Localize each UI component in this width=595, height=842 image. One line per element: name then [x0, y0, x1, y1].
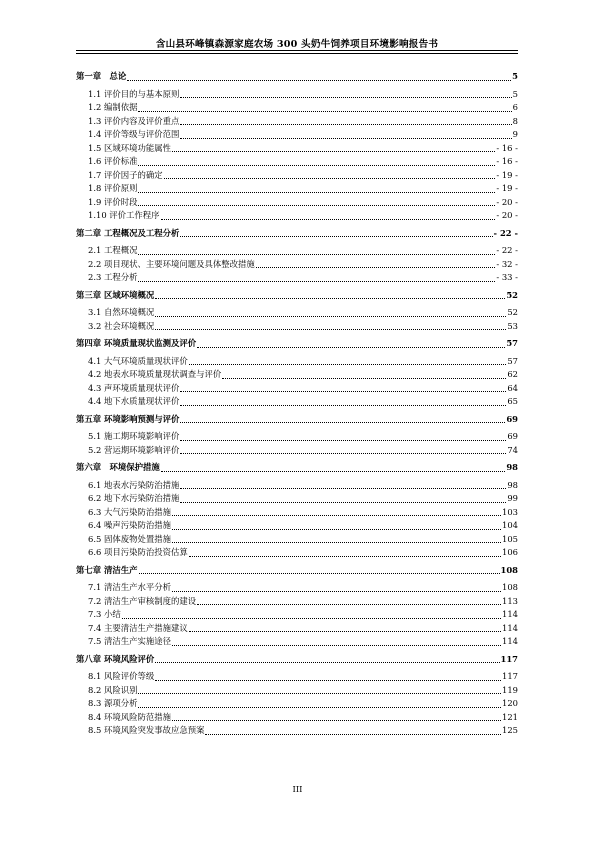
chapter-title: 第二章 工程概况及工程分析 — [76, 227, 180, 238]
section-title: 6.5 固体废物处置措施 — [88, 533, 171, 544]
toc-section-entry[interactable] — [76, 101, 518, 115]
toc-section-entry[interactable] — [76, 196, 518, 210]
page-ref: 62 — [507, 369, 518, 379]
dot-leader — [172, 151, 495, 152]
dot-leader — [172, 542, 501, 543]
dot-leader — [180, 97, 511, 98]
page-ref: 108 — [502, 582, 518, 592]
toc-section-entry[interactable] — [76, 724, 518, 738]
page-ref: 98 — [507, 479, 518, 490]
toc-section-entry[interactable] — [76, 635, 518, 649]
toc-section-entry[interactable] — [76, 430, 518, 444]
toc-section-entry[interactable] — [76, 320, 518, 334]
chapter-title: 第四章 环境质量现状监测及评价 — [76, 338, 197, 348]
dot-leader — [127, 80, 511, 81]
page-ref: 106 — [502, 547, 518, 557]
page-ref: 119 — [502, 684, 518, 695]
toc-section-entry[interactable] — [76, 711, 518, 725]
page-ref: 74 — [507, 444, 518, 455]
toc-section-entry[interactable] — [76, 244, 518, 258]
section-title: 2.1 工程概况 — [88, 245, 138, 255]
page-ref: 52 — [507, 307, 518, 317]
section-title: 7.5 清洁生产实施途径 — [88, 636, 171, 646]
toc-section-entry[interactable] — [76, 368, 518, 382]
section-title: 1.1 评价目的与基本原则 — [88, 88, 180, 99]
toc-section-entry[interactable] — [76, 88, 518, 102]
chapter-title: 第八章 环境风险评价 — [76, 653, 155, 664]
toc-section-entry[interactable] — [76, 546, 518, 560]
page-ref: - 20 - — [496, 196, 518, 207]
dot-leader — [180, 391, 506, 392]
dot-leader — [172, 645, 501, 646]
page-ref: - 16 - — [496, 156, 518, 166]
dot-leader — [155, 329, 506, 330]
page-ref: 9 — [512, 129, 518, 139]
page-ref: 103 — [502, 506, 518, 517]
page-ref: 52 — [506, 289, 518, 300]
dot-leader — [138, 205, 495, 206]
dot-leader — [138, 192, 495, 193]
section-title: 1.5 区域环境功能属性 — [88, 142, 171, 153]
section-title: 6.6 项目污染防治投资估算 — [88, 547, 188, 557]
page-number: III — [292, 784, 303, 794]
toc-section-entry[interactable] — [76, 595, 518, 609]
page-ref: 64 — [507, 382, 518, 393]
toc-section-entry[interactable] — [76, 306, 518, 320]
dot-leader — [180, 236, 492, 237]
section-title: 8.3 源项分析 — [88, 698, 138, 708]
toc-chapter-entry[interactable] — [76, 289, 518, 303]
section-title: 1.4 评价等级与评价范围 — [88, 129, 180, 139]
section-title: 5.2 营运期环境影响评价 — [88, 444, 180, 455]
page-ref: - 16 - — [496, 142, 518, 153]
dot-leader — [155, 316, 506, 317]
page-ref: 53 — [507, 320, 518, 331]
toc-chapter-block — [76, 413, 518, 458]
header-rule-thin — [76, 53, 518, 54]
dot-leader — [197, 347, 505, 348]
page-ref: 6 — [512, 102, 518, 112]
dot-leader — [138, 111, 511, 112]
toc-chapter-entry[interactable] — [76, 461, 518, 475]
toc-section-entry[interactable] — [76, 581, 518, 595]
page-ref: 120 — [502, 698, 518, 708]
dot-leader — [189, 364, 507, 365]
dot-leader — [138, 693, 501, 694]
page-ref: - 20 - — [496, 210, 518, 220]
section-title: 1.9 评价时段 — [88, 196, 138, 207]
toc-section-entry[interactable] — [76, 258, 518, 272]
toc-section-entry[interactable] — [76, 697, 518, 711]
page-ref: - 19 - — [496, 169, 518, 180]
page-ref: 108 — [500, 564, 518, 575]
toc-section-entry[interactable] — [76, 608, 518, 622]
dot-leader — [155, 662, 499, 663]
section-title: 6.4 噪声污染防治措施 — [88, 520, 171, 530]
section-title: 3.2 社会环境概况 — [88, 320, 155, 331]
toc-chapter-entry[interactable] — [76, 337, 518, 351]
toc-section-entry[interactable] — [76, 670, 518, 684]
chapter-title: 第六章 环境保护措施 — [76, 462, 160, 472]
toc-chapter-block — [76, 461, 518, 560]
dot-leader — [172, 591, 501, 592]
dot-leader — [138, 707, 501, 708]
dot-leader — [161, 471, 506, 472]
page-ref: 98 — [506, 462, 518, 472]
section-title: 6.3 大气污染防治措施 — [88, 506, 171, 517]
section-title: 4.4 地下水质量现状评价 — [88, 396, 180, 406]
page-ref: - 32 - — [496, 258, 518, 269]
toc-section-entry[interactable] — [76, 684, 518, 698]
page-ref: 65 — [507, 396, 518, 406]
section-title: 4.3 声环境质量现状评价 — [88, 382, 180, 393]
section-title: 1.10 评价工作程序 — [88, 210, 160, 220]
section-title: 7.3 小结 — [88, 609, 121, 619]
section-title: 1.2 编制依据 — [88, 102, 138, 112]
section-title: 4.1 大气环境质量现状评价 — [88, 355, 188, 366]
toc-section-entry[interactable] — [76, 209, 518, 223]
dot-leader — [180, 422, 505, 423]
page-ref: 114 — [502, 609, 518, 619]
dot-leader — [138, 281, 495, 282]
dot-leader — [189, 631, 501, 632]
page-ref: 69 — [506, 413, 518, 424]
dot-leader — [155, 298, 505, 299]
page-ref: 117 — [500, 653, 518, 664]
toc-section-entry[interactable] — [76, 395, 518, 409]
dot-leader — [180, 440, 506, 441]
page-ref: 121 — [502, 711, 518, 722]
dot-leader — [256, 267, 496, 268]
toc-chapter-entry[interactable] — [76, 70, 518, 84]
page-ref: 57 — [506, 338, 518, 348]
section-title: 5.1 施工期环境影响评价 — [88, 431, 180, 441]
page-ref: 104 — [502, 520, 518, 530]
section-title: 6.2 地下水污染防治措施 — [88, 493, 180, 503]
toc-section-entry[interactable] — [76, 533, 518, 547]
table-of-contents — [76, 70, 518, 742]
dot-leader — [180, 502, 506, 503]
page-ref: 57 — [507, 355, 518, 366]
section-title: 8.4 环境风险防范措施 — [88, 711, 171, 722]
dot-leader — [164, 178, 496, 179]
page-ref: 5 — [512, 71, 518, 81]
toc-section-entry[interactable] — [76, 115, 518, 129]
toc-section-entry[interactable] — [76, 128, 518, 142]
section-title: 1.7 评价因子的确定 — [88, 169, 163, 180]
dot-leader — [180, 453, 506, 454]
section-title: 1.6 评价标准 — [88, 156, 138, 166]
dot-leader — [180, 405, 506, 406]
toc-section-entry[interactable] — [76, 155, 518, 169]
chapter-title: 第一章 总论 — [76, 71, 127, 81]
page-ref: 105 — [502, 533, 518, 544]
toc-section-entry[interactable] — [76, 142, 518, 156]
page-ref: 114 — [502, 636, 518, 646]
dot-leader — [122, 618, 501, 619]
page-ref: - 22 - — [493, 227, 518, 238]
toc-chapter-block — [76, 564, 518, 649]
section-title: 6.1 地表水污染防治措施 — [88, 479, 180, 490]
section-title: 8.5 环境风险突发事故应急预案 — [88, 725, 205, 735]
chapter-title: 第七章 清洁生产 — [76, 564, 138, 575]
page-ref: 114 — [502, 622, 518, 633]
toc-section-entry[interactable] — [76, 622, 518, 636]
section-title: 3.1 自然环境概况 — [88, 307, 155, 317]
page-ref: 5 — [512, 88, 518, 99]
toc-chapter-entry[interactable] — [76, 227, 518, 241]
dot-leader — [139, 573, 500, 574]
dot-leader — [138, 165, 495, 166]
dot-leader — [180, 124, 511, 125]
chapter-title: 第五章 环境影响预测与评价 — [76, 413, 180, 424]
toc-section-entry[interactable] — [76, 382, 518, 396]
page-ref: - 19 - — [496, 183, 518, 193]
toc-section-entry[interactable] — [76, 169, 518, 183]
chapter-title: 第三章 区域环境概况 — [76, 289, 155, 300]
dot-leader — [189, 556, 501, 557]
toc-chapter-block — [76, 337, 518, 409]
page-ref: - 33 - — [496, 272, 518, 282]
toc-chapter-block — [76, 227, 518, 285]
page-ref: 8 — [512, 115, 518, 126]
toc-section-entry[interactable] — [76, 479, 518, 493]
section-title: 1.3 评价内容及评价重点 — [88, 115, 180, 126]
toc-chapter-entry[interactable] — [76, 653, 518, 667]
dot-leader — [138, 254, 495, 255]
dot-leader — [180, 488, 506, 489]
toc-section-entry[interactable] — [76, 444, 518, 458]
dot-leader — [172, 515, 501, 516]
page-ref: 113 — [502, 595, 518, 606]
toc-chapter-entry[interactable] — [76, 413, 518, 427]
dot-leader — [197, 604, 501, 605]
toc-section-entry[interactable] — [76, 506, 518, 520]
dot-leader — [180, 138, 511, 139]
dot-leader — [155, 680, 501, 681]
toc-chapter-entry[interactable] — [76, 564, 518, 578]
section-title: 7.4 主要清洁生产措施建议 — [88, 622, 188, 633]
page-ref: 117 — [502, 671, 518, 681]
page-header-title: 含山县环峰镇森源家庭农场 300 头奶牛饲养项目环境影响报告书 — [155, 39, 439, 50]
dot-leader — [172, 720, 501, 721]
section-title: 2.3 工程分析 — [88, 272, 138, 282]
section-title: 1.8 评价原则 — [88, 183, 138, 193]
section-title: 7.2 清洁生产审核制度的建设 — [88, 595, 197, 606]
dot-leader — [205, 734, 501, 735]
toc-section-entry[interactable] — [76, 182, 518, 196]
section-title: 4.2 地表水环境质量现状调查与评价 — [88, 369, 222, 379]
section-title: 8.2 风险识别 — [88, 684, 138, 695]
toc-chapter-block — [76, 70, 518, 223]
toc-section-entry[interactable] — [76, 271, 518, 285]
page-ref: 125 — [502, 725, 518, 735]
toc-chapter-block — [76, 653, 518, 738]
page-ref: - 22 - — [496, 245, 518, 255]
dot-leader — [172, 529, 501, 530]
header-rule — [76, 50, 518, 51]
toc-section-entry[interactable] — [76, 519, 518, 533]
section-title: 2.2 项目现状、主要环境问题及具体整改措施 — [88, 258, 255, 269]
section-title: 7.1 清洁生产水平分析 — [88, 582, 171, 592]
toc-section-entry[interactable] — [76, 355, 518, 369]
dot-leader — [222, 378, 506, 379]
dot-leader — [161, 219, 496, 220]
page-ref: 99 — [507, 493, 518, 503]
toc-chapter-block — [76, 289, 518, 334]
section-title: 8.1 风险评价等级 — [88, 671, 155, 681]
toc-section-entry[interactable] — [76, 492, 518, 506]
page-ref: 69 — [507, 431, 518, 441]
